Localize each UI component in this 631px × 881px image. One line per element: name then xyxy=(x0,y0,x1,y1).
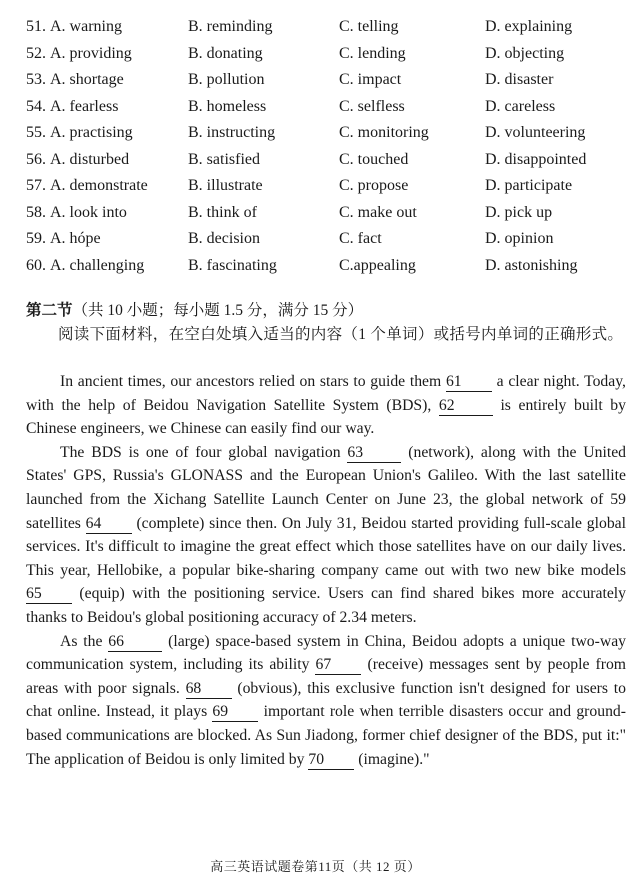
option-row-56 xyxy=(26,147,626,174)
passage-text: important role when terrible disasters occur and ground-based communications are blocked. As Sun Jiadong, former chief designer of the BDS, put it:" The application of Beidou is only limited by xyxy=(26,703,626,768)
question-number: 51. xyxy=(26,18,46,35)
passage-text: (complete) since then. On July 31, Beidou started providing full-scale global services. It's difficult to imagine the great effect which those satellites have on our daily lives. This year, Hellobike, a popular bike-sharing company came out with two new bike models xyxy=(26,514,626,579)
paragraph-1 xyxy=(26,370,626,441)
option-b: B. satisfied xyxy=(188,150,260,168)
passage-text: (receive) messages sent by people from areas with poor signals. xyxy=(26,656,626,697)
section-instruction: 阅读下面材料，在空白处填入适当的内容（1 个单词）或括号内单词的正确形式。 xyxy=(58,326,624,343)
option-a: A. look into xyxy=(50,203,127,221)
option-a: A. practising xyxy=(50,124,133,141)
passage-text: a clear night. Today, with the help of Beidou Navigation Satellite System (BDS), xyxy=(26,373,626,414)
passage-text: is entirely built by Chinese engineers, we Chinese can easily find our way. xyxy=(26,396,626,438)
option-b: B. donating xyxy=(188,44,263,62)
passage-text: (equip) with the positioning service. Users can find shared bikes more accurately thanks to Beidou's global positioning accuracy of 2.34 meters. xyxy=(26,585,626,626)
option-row-57 xyxy=(26,173,626,200)
option-b: B. instructing xyxy=(188,124,276,141)
answer-options-table xyxy=(26,14,626,279)
option-a: A. challenging xyxy=(50,256,145,274)
option-c: C. fact xyxy=(339,230,382,247)
option-b: B. think of xyxy=(188,203,257,221)
passage-text: (network), along with the United States' GPS, Russia's GLONASS and the European Union's Galileo. With the last satellite launched from the Xichang Satellite Launch Center on June 23, the global network of 59 satellites xyxy=(26,443,626,532)
passage-text: (large) space-based system in China, Beidou adopts a unique two-way communication system, including its ability xyxy=(26,632,627,674)
question-number: 58. xyxy=(26,203,46,221)
blank-61: 61 xyxy=(446,373,492,392)
question-number: 54. xyxy=(26,97,46,115)
option-c: C. telling xyxy=(339,18,399,35)
option-c: C. selfless xyxy=(339,97,405,115)
option-a: A. disturbed xyxy=(50,150,130,168)
option-b: B. reminding xyxy=(188,18,273,35)
blank-65: 65 xyxy=(26,585,72,604)
option-d: D. participate xyxy=(485,177,573,194)
option-row-51 xyxy=(26,14,626,41)
option-d: D. astonishing xyxy=(485,256,578,274)
option-c: C. make out xyxy=(339,203,417,221)
option-d: D. disaster xyxy=(485,71,554,88)
blank-62: 62 xyxy=(439,397,493,416)
option-c: C. impact xyxy=(339,71,402,88)
paragraph-3 xyxy=(26,630,626,772)
option-d: D. pick up xyxy=(485,203,553,221)
question-number: 59. xyxy=(26,230,46,247)
option-row-55 xyxy=(26,120,626,147)
passage-text: In ancient times, our ancestors relied on stars to guide them xyxy=(60,373,446,390)
option-b: B. fascinating xyxy=(188,256,277,274)
question-number: 53. xyxy=(26,71,46,88)
question-number: 52. xyxy=(26,44,46,62)
section-heading xyxy=(26,300,363,322)
passage-text: As the xyxy=(60,632,109,650)
passage-text: (imagine)." xyxy=(354,750,430,768)
page-footer: 高三英语试题卷第11页（共 12 页） xyxy=(210,859,421,874)
option-c: C.appealing xyxy=(339,256,416,274)
option-a: A. hópe xyxy=(50,230,101,247)
option-d: D. disappointed xyxy=(485,150,587,168)
blank-63: 63 xyxy=(347,444,401,463)
option-c: C. monitoring xyxy=(339,124,429,141)
option-d: D. explaining xyxy=(485,18,573,35)
option-row-52 xyxy=(26,41,626,68)
option-row-53 xyxy=(26,67,626,94)
option-d: D. volunteering xyxy=(485,124,586,141)
option-d: D. opinion xyxy=(485,230,554,247)
paragraph-2 xyxy=(26,441,626,630)
option-a: A. demonstrate xyxy=(50,177,148,194)
passage-text: (obvious), this exclusive function isn't designed for users to chat online. Instead, it plays xyxy=(26,679,626,721)
reading-passage xyxy=(26,370,626,771)
option-row-59 xyxy=(26,226,626,253)
option-a: A. warning xyxy=(50,18,122,35)
question-number: 57. xyxy=(26,177,46,194)
question-number: 55. xyxy=(26,124,46,141)
question-number: 56. xyxy=(26,150,46,168)
blank-66: 66 xyxy=(108,633,162,652)
option-row-60 xyxy=(26,253,626,280)
blank-67: 67 xyxy=(315,656,361,675)
option-b: B. decision xyxy=(188,230,260,247)
section-title: 第二节 xyxy=(26,302,73,319)
option-b: B. homeless xyxy=(188,97,267,115)
blank-69: 69 xyxy=(212,703,258,722)
question-number: 60. xyxy=(26,256,46,274)
option-a: A. fearless xyxy=(50,97,119,115)
option-b: B. illustrate xyxy=(188,177,263,194)
option-c: C. propose xyxy=(339,177,409,194)
blank-70: 70 xyxy=(308,751,354,770)
option-row-58 xyxy=(26,200,626,227)
option-row-54 xyxy=(26,94,626,121)
section-subtitle: （共 10 小题；每小题 1.5 分，满分 15 分） xyxy=(72,302,364,319)
option-d: D. careless xyxy=(485,97,556,115)
option-c: C. touched xyxy=(339,150,409,168)
option-c: C. lending xyxy=(339,44,406,62)
passage-text: The BDS is one of four global navigation xyxy=(60,443,348,461)
option-b: B. pollution xyxy=(188,71,265,88)
option-d: D. objecting xyxy=(485,44,565,62)
blank-64: 64 xyxy=(86,515,132,534)
option-a: A. providing xyxy=(50,44,132,62)
blank-68: 68 xyxy=(186,680,232,699)
option-a: A. shortage xyxy=(50,71,124,88)
